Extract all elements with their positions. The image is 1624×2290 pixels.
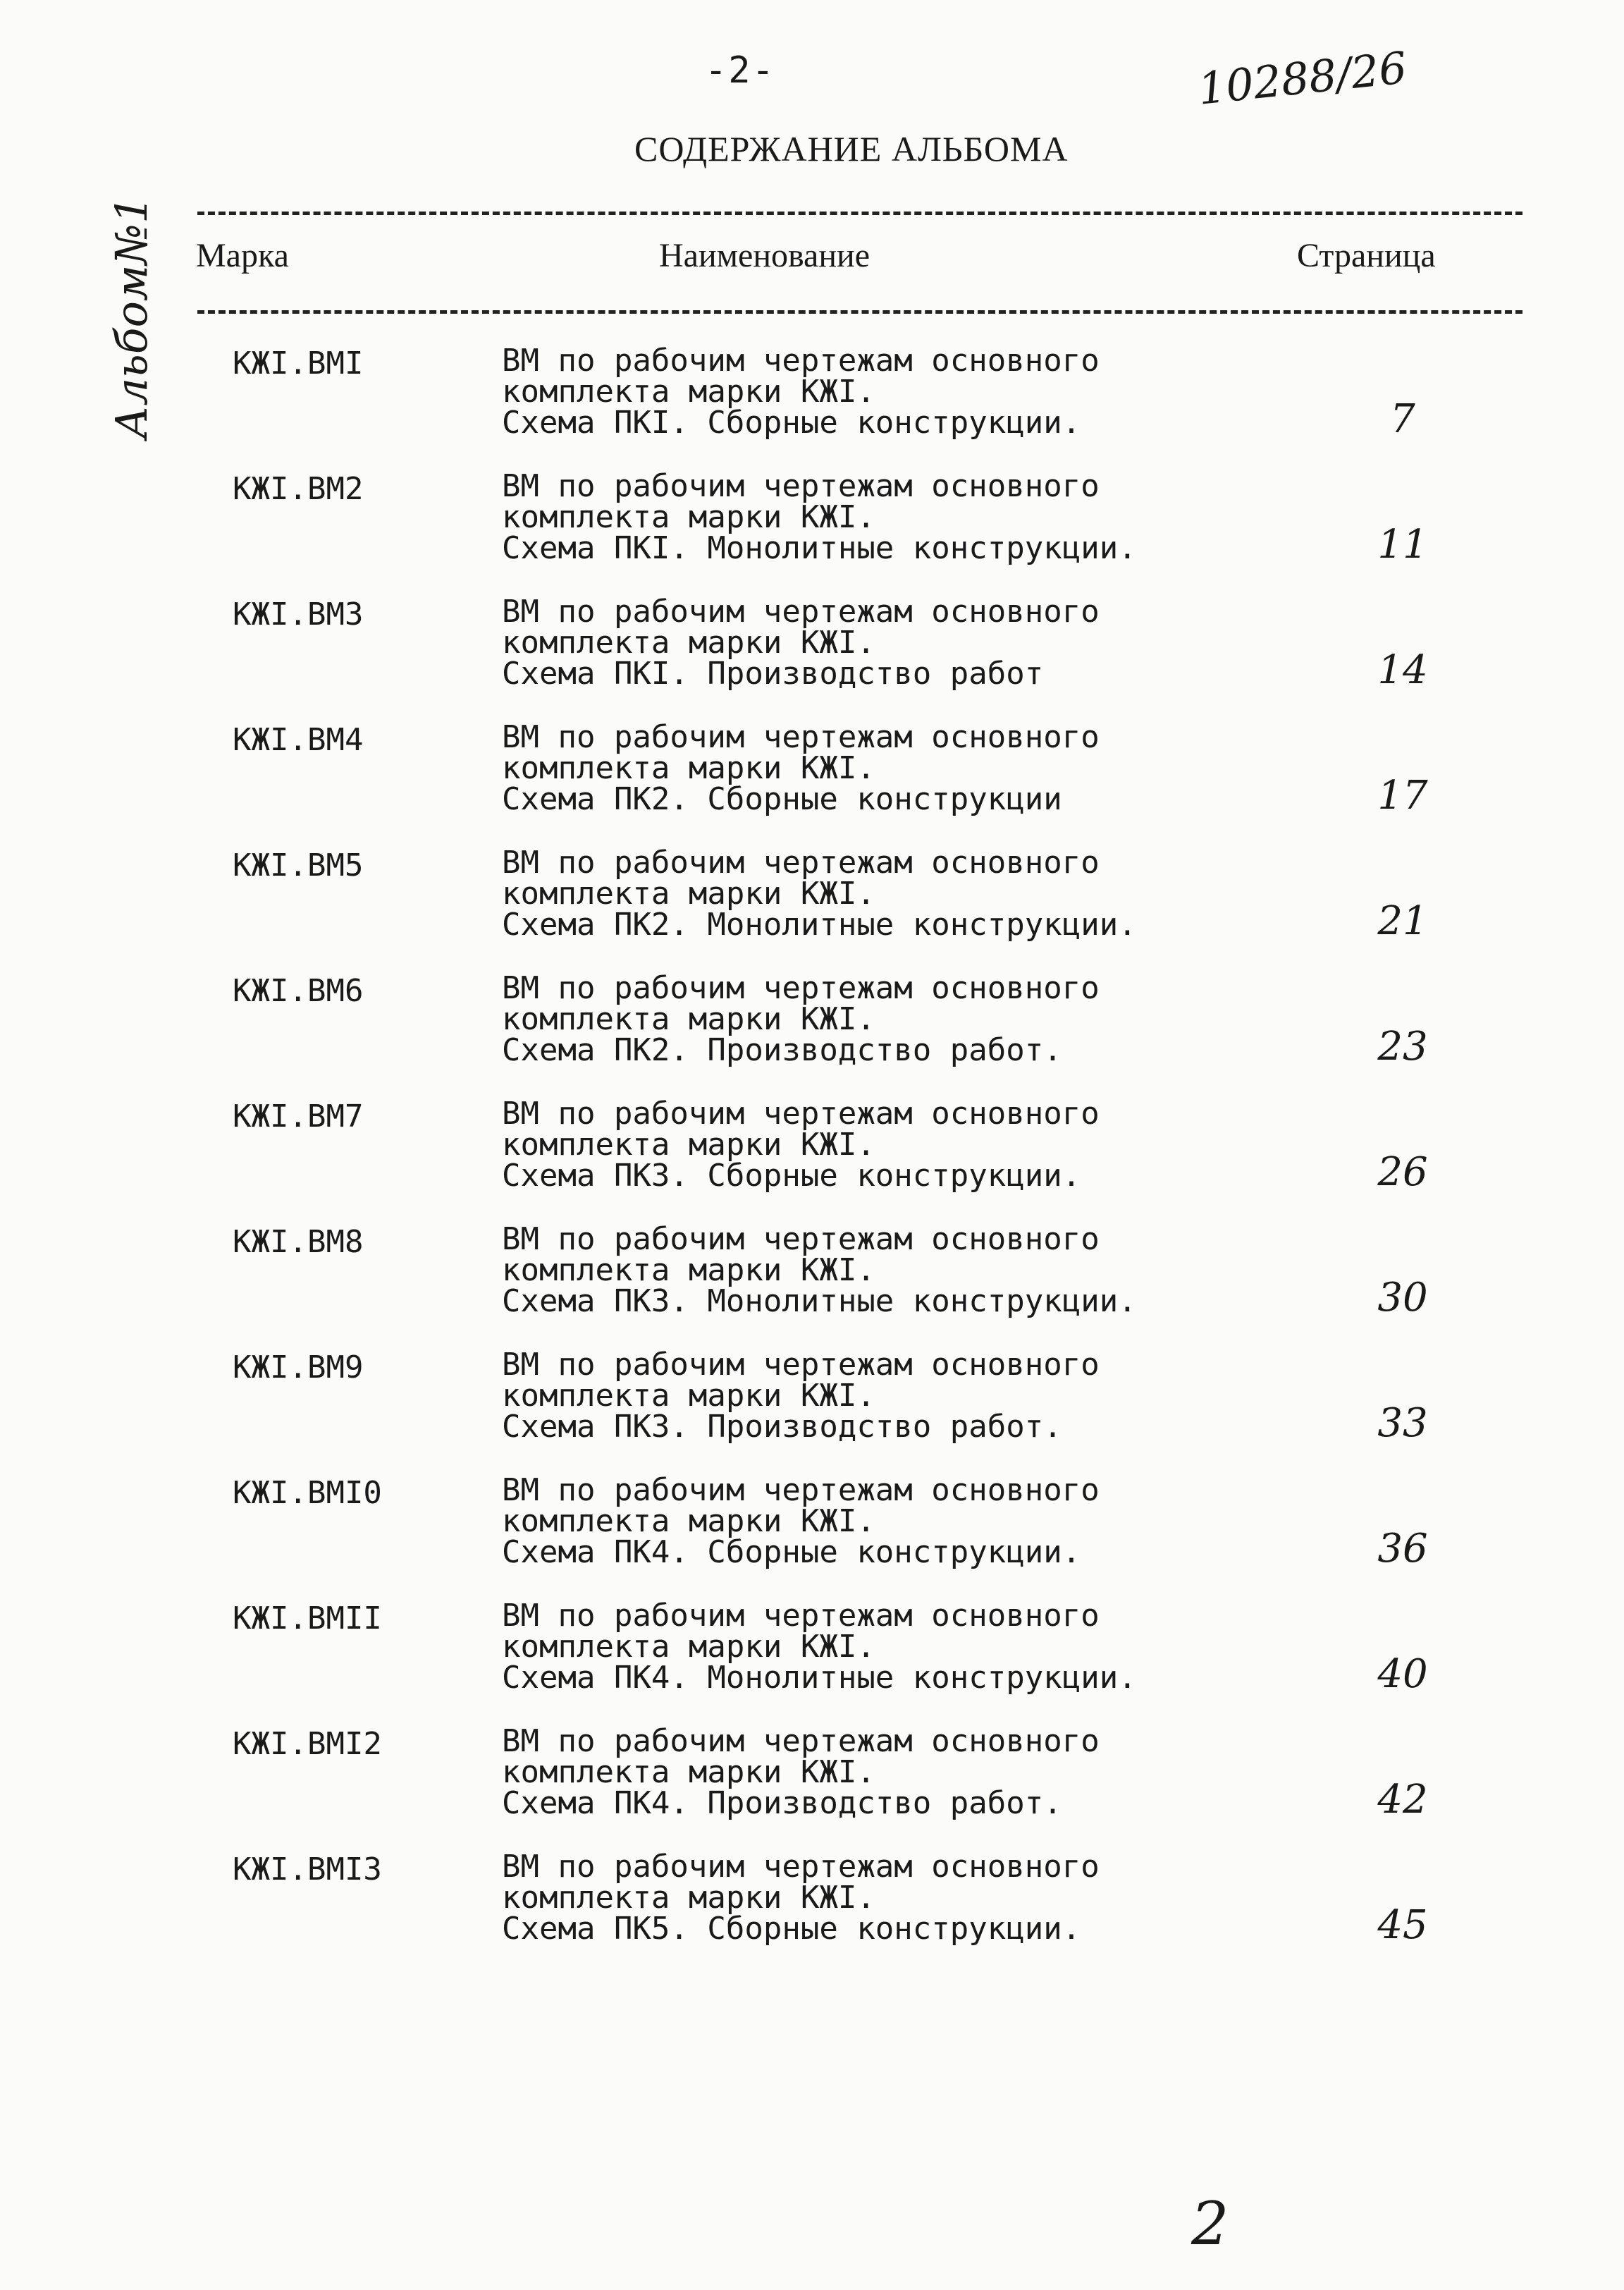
entry-description	[502, 1472, 1100, 1570]
contents-row	[0, 970, 1624, 1098]
entry-mark: КЖI.ВМII	[233, 1600, 382, 1636]
album-title: СОДЕРЖАНИЕ АЛЬБОМА	[634, 129, 1069, 169]
entry-description	[502, 1851, 1100, 1945]
entry-page-number: 11	[1377, 522, 1428, 568]
entry-mark: КЖI.ВМI	[233, 345, 364, 381]
entry-description	[502, 345, 1100, 439]
entry-mark: КЖI.ВМ8	[233, 1224, 364, 1260]
entry-description-line: комплекта марки КЖI.	[502, 374, 875, 410]
entry-description-line: комплекта марки КЖI.	[502, 1127, 875, 1163]
entry-description-line: комплекта марки КЖI.	[502, 499, 875, 535]
entry-page-number: 45	[1377, 1902, 1428, 1948]
entry-description-line: комплекта марки КЖI.	[502, 1252, 875, 1288]
entry-description-line: ВМ по рабочим чертежам основного	[502, 970, 1100, 1006]
entry-mark: КЖI.ВМI0	[233, 1475, 382, 1511]
entry-description-line: ВМ по рабочим чертежам основного	[502, 1849, 1100, 1885]
entry-page-number: 40	[1377, 1651, 1428, 1697]
contents-row	[0, 719, 1624, 847]
entry-description-line: комплекта марки КЖI.	[502, 1001, 875, 1037]
table-top-rule	[197, 212, 1522, 215]
entry-page-number: 17	[1377, 773, 1428, 819]
entry-description-line: ВМ по рабочим чертежам основного	[502, 1723, 1100, 1759]
entry-description-line: ВМ по рабочим чертежам основного	[502, 1598, 1100, 1634]
entry-description-line: Схема ПК3. Производство работ.	[502, 1409, 1062, 1445]
entry-description-line: ВМ по рабочим чертежам основного	[502, 1096, 1100, 1132]
page-number: -2-	[705, 49, 775, 92]
entry-description-line: Схема ПКI. Монолитные конструкции.	[502, 530, 1137, 566]
entry-mark: КЖI.ВМI3	[233, 1851, 382, 1887]
contents-row	[0, 1851, 1624, 1977]
entry-description-line: комплекта марки КЖI.	[502, 876, 875, 912]
contents-list	[0, 345, 1624, 1977]
column-header-mark: Марка	[196, 237, 289, 274]
sheet-number: 2	[1191, 2189, 1229, 2258]
entry-description-line: комплекта марки КЖI.	[502, 1754, 875, 1790]
entry-page-number: 14	[1377, 647, 1428, 693]
entry-description-line: комплекта марки КЖI.	[502, 1629, 875, 1665]
entry-description-line: Схема ПК3. Сборные конструкции.	[502, 1158, 1081, 1194]
entry-description	[502, 1221, 1137, 1319]
contents-row	[0, 468, 1624, 596]
entry-mark: КЖI.ВМ9	[233, 1349, 364, 1385]
album-handwritten-note: Альбом№1	[106, 195, 157, 439]
contents-row	[0, 345, 1624, 471]
entry-description-line: ВМ по рабочим чертежам основного	[502, 845, 1100, 881]
entry-description-line: ВМ по рабочим чертежам основного	[502, 1347, 1100, 1383]
column-header-page: Страница	[1297, 237, 1436, 274]
contents-row	[0, 1221, 1624, 1349]
document-code: 10288/26	[1195, 42, 1410, 115]
entry-description-line: Схема ПК2. Сборные конструкции	[502, 781, 1062, 817]
contents-row	[0, 596, 1624, 722]
entry-description-line: ВМ по рабочим чертежам основного	[502, 719, 1100, 755]
entry-description-line: комплекта марки КЖI.	[502, 1378, 875, 1414]
entry-description-line: ВМ по рабочим чертежам основного	[502, 1221, 1100, 1257]
entry-description-line: Схема ПК3. Монолитные конструкции.	[502, 1283, 1137, 1319]
contents-row	[0, 1472, 1624, 1600]
entry-description-line: Схема ПК2. Монолитные конструкции.	[502, 907, 1137, 943]
contents-row	[0, 1349, 1624, 1475]
entry-description	[502, 847, 1137, 941]
entry-description-line: комплекта марки КЖI.	[502, 1880, 875, 1916]
entry-description	[502, 1098, 1100, 1192]
table-header-rule	[197, 310, 1522, 314]
entry-description-line: комплекта марки КЖI.	[502, 1503, 875, 1539]
entry-description	[502, 1723, 1100, 1821]
entry-page-number: 23	[1377, 1024, 1428, 1070]
contents-row	[0, 1600, 1624, 1726]
entry-description-line: ВМ по рабочим чертежам основного	[502, 343, 1100, 379]
entry-description-line: Схема ПК4. Монолитные конструкции.	[502, 1660, 1137, 1696]
entry-description	[502, 468, 1137, 566]
column-header-name: Наименование	[659, 237, 871, 274]
entry-description-line: ВМ по рабочим чертежам основного	[502, 468, 1100, 504]
entry-page-number: 7	[1390, 396, 1415, 442]
entry-mark: КЖI.ВМ7	[233, 1098, 364, 1134]
entry-description-line: ВМ по рабочим чертежам основного	[502, 594, 1100, 630]
entry-description	[502, 1600, 1137, 1694]
entry-description-line: комплекта марки КЖI.	[502, 625, 875, 661]
entry-page-number: 26	[1377, 1149, 1428, 1195]
entry-description-line: комплекта марки КЖI.	[502, 750, 875, 786]
entry-description-line: Схема ПК2. Производство работ.	[502, 1032, 1062, 1068]
entry-mark: КЖI.ВМ4	[233, 722, 364, 758]
entry-mark: КЖI.ВМ3	[233, 596, 364, 632]
entry-page-number: 33	[1377, 1400, 1428, 1446]
contents-row	[0, 1723, 1624, 1851]
entry-page-number: 21	[1377, 898, 1428, 944]
entry-mark: КЖI.ВМI2	[233, 1726, 382, 1762]
entry-description	[502, 1349, 1100, 1443]
contents-row	[0, 1098, 1624, 1224]
entry-description	[502, 719, 1100, 817]
entry-description-line: Схема ПК4. Производство работ.	[502, 1785, 1062, 1821]
entry-description	[502, 970, 1100, 1068]
entry-mark: КЖI.ВМ6	[233, 973, 364, 1009]
entry-page-number: 42	[1377, 1777, 1428, 1823]
entry-description-line: Схема ПКI. Производство работ	[502, 656, 1044, 692]
entry-mark: КЖI.ВМ5	[233, 847, 364, 883]
entry-page-number: 30	[1377, 1275, 1428, 1321]
entry-description-line: Схема ПК5. Сборные конструкции.	[502, 1911, 1081, 1947]
entry-description-line: ВМ по рабочим чертежам основного	[502, 1472, 1100, 1508]
entry-page-number: 36	[1377, 1526, 1428, 1572]
entry-mark: КЖI.ВМ2	[233, 471, 364, 507]
entry-description-line: Схема ПК4. Сборные конструкции.	[502, 1534, 1081, 1570]
entry-description	[502, 596, 1100, 690]
contents-row	[0, 847, 1624, 973]
entry-description-line: Схема ПКI. Сборные конструкции.	[502, 405, 1081, 441]
